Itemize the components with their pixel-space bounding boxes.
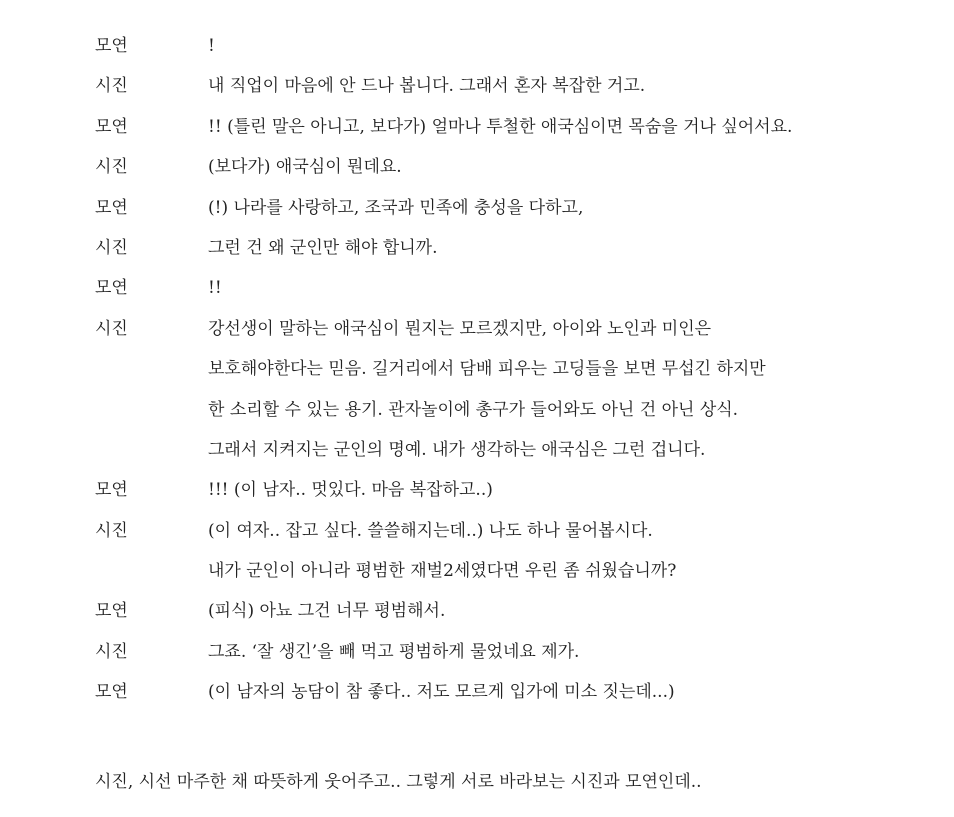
dialogue-text: 그런 건 왜 군인만 해야 합니까. [208,237,438,258]
dialogue-line [0,237,954,277]
dialogue-line [0,156,954,196]
speaker-name: 시진 [95,641,128,662]
dialogue-line [0,439,954,479]
dialogue-line [0,35,954,75]
speaker-name: 모연 [95,682,128,703]
dialogue-text: 그죠. ‘잘 생긴’을 빼 먹고 평범하게 물었네요 제가. [208,641,580,662]
dialogue-text: 그래서 지켜지는 군인의 명예. 내가 생각하는 애국심은 그런 겁니다. [208,439,706,460]
dialogue-text: !! (틀린 말은 아니고, 보다가) 얼마나 투철한 애국심이면 목숨을 거나 싶어서요. [208,116,793,137]
dialogue-line [0,560,954,600]
dialogue-text: 내 직업이 마음에 안 드나 봅니다. 그래서 혼자 복잡한 거고. [208,76,646,97]
dialogue-text: 강선생이 말하는 애국심이 뭔지는 모르겠지만, 아이와 노인과 미인은 [208,318,712,339]
dialogue-line [0,197,954,237]
dialogue-line [0,116,954,156]
speaker-name: 시진 [95,157,128,178]
dialogue-text: !! [208,278,222,299]
dialogue-line [0,75,954,115]
speaker-name: 시진 [95,318,128,339]
dialogue-line [0,318,954,358]
dialogue-text: (피식) 아뇨 그건 너무 평범해서. [208,601,446,622]
speaker-name: 모연 [95,480,128,501]
dialogue-line [0,277,954,317]
dialogue-line [0,641,954,681]
script-dialogue [0,35,954,722]
dialogue-line [0,520,954,560]
dialogue-text: (이 남자의 농담이 참 좋다.. 저도 모르게 입가에 미소 짓는데...) [208,682,675,703]
speaker-name: 모연 [95,116,128,137]
speaker-name: 시진 [95,76,128,97]
dialogue-text: 내가 군인이 아니라 평범한 재벌2세였다면 우린 좀 쉬웠습니까? [208,561,677,582]
dialogue-line [0,399,954,439]
dialogue-text: !!! (이 남자.. 멋있다. 마음 복잡하고..) [208,480,493,501]
dialogue-text: ! [208,36,215,56]
speaker-name: 모연 [95,197,128,218]
speaker-name: 시진 [95,520,128,541]
speaker-name: 모연 [95,601,128,622]
speaker-name: 시진 [95,237,128,258]
speaker-name: 모연 [95,36,128,56]
dialogue-text: (!) 나라를 사랑하고, 조국과 민족에 충성을 다하고, [208,197,584,218]
dialogue-text: 보호해야한다는 믿음. 길거리에서 담배 피우는 고딩들을 보면 무섭긴 하지만 [208,359,766,380]
dialogue-line [0,479,954,519]
speaker-name: 모연 [95,278,128,299]
dialogue-text: (보다가) 애국심이 뭔데요. [208,157,402,178]
dialogue-line [0,681,954,721]
dialogue-line [0,358,954,398]
stage-direction: 시진, 시선 마주한 채 따뜻하게 웃어주고.. 그렇게 서로 바라보는 시진과 모연인데.. [95,772,702,792]
dialogue-line [0,600,954,640]
dialogue-text: 한 소리할 수 있는 용기. 관자놀이에 총구가 들어와도 아닌 건 아닌 상식. [208,399,739,420]
dialogue-text: (이 여자.. 잡고 싶다. 쓸쓸해지는데..) 나도 하나 물어봅시다. [208,520,653,541]
